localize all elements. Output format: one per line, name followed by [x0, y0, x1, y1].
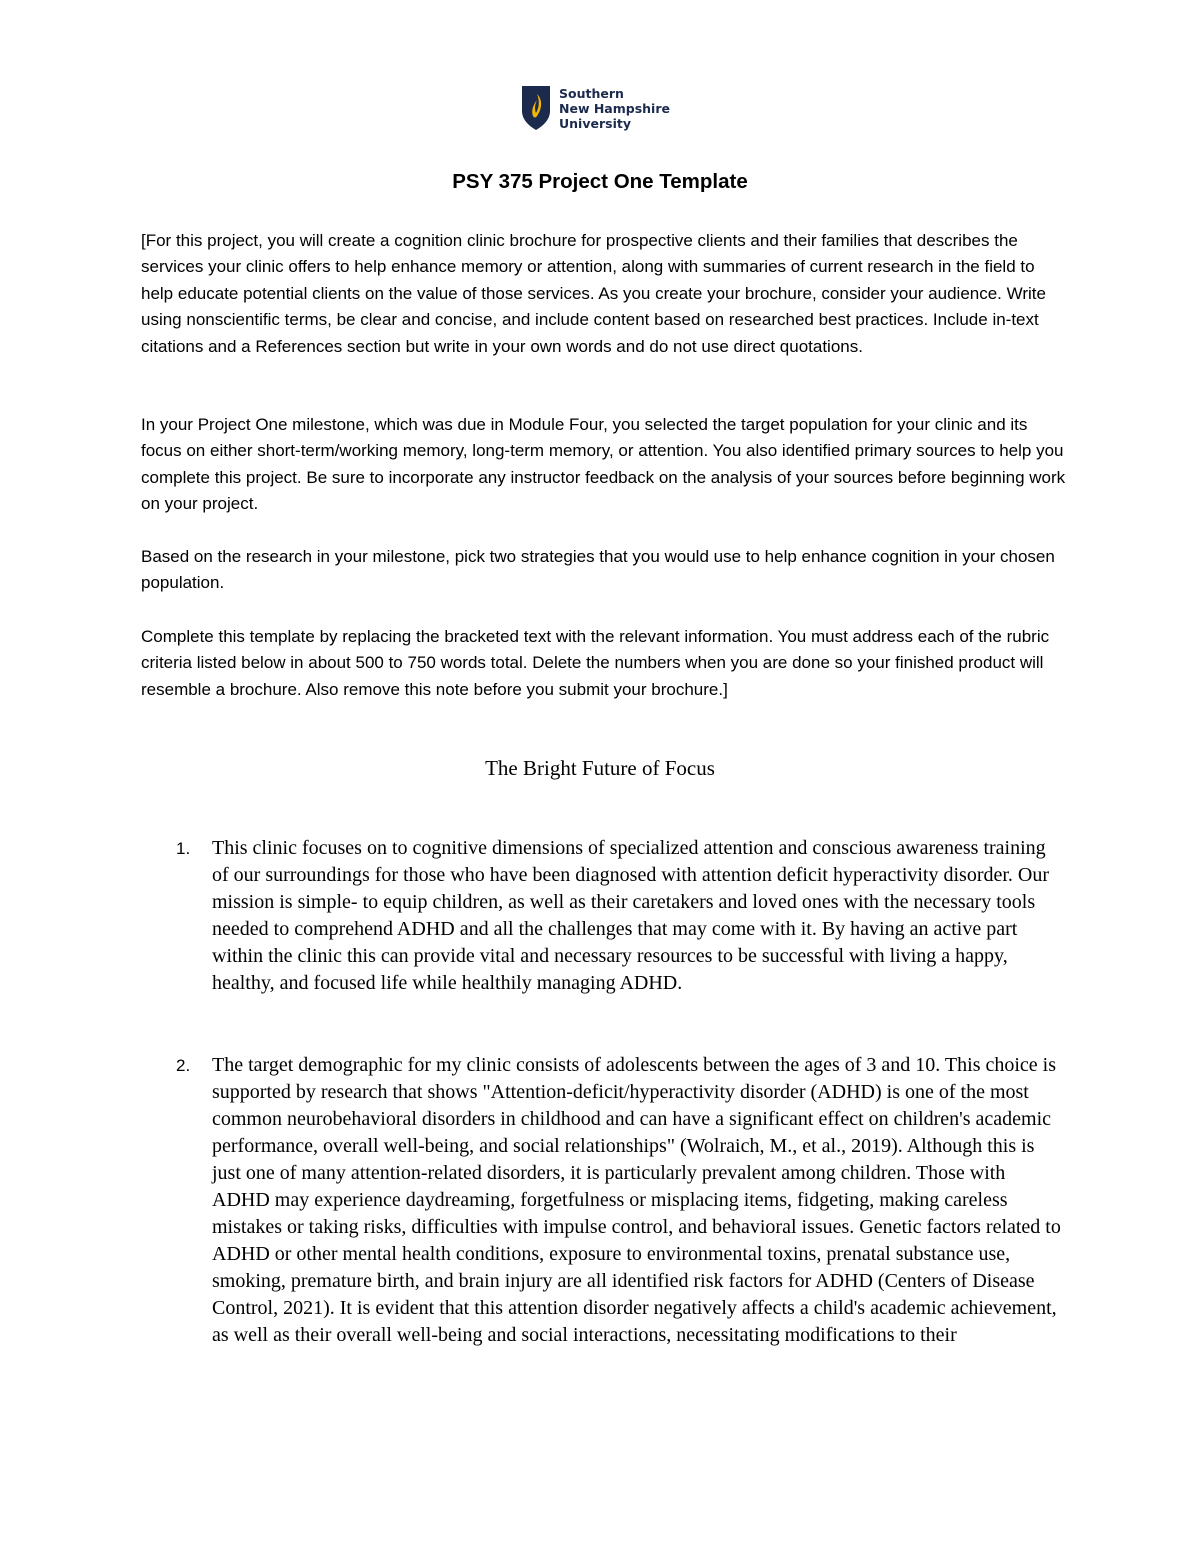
- university-shield-icon: [521, 85, 551, 131]
- list-item: [140, 835, 1070, 997]
- university-logo: [521, 84, 691, 132]
- logo-line-1: Southern: [559, 85, 624, 101]
- logo-line-3: University: [559, 115, 631, 131]
- instruction-paragraph-4: Complete this template by replacing the bracketed text with the relevant information. You must address each of the rubric criteria listed below in about 500 to 750 words total. Delete the numbers when you are done so your finished product will resemble a brochure. Also remove this note before you submit your brochure.]: [141, 627, 1050, 699]
- list-item-number: 1.: [176, 839, 191, 858]
- list-item-number: 2.: [176, 1056, 191, 1075]
- instruction-paragraph-3: Based on the research in your milestone, pick two strategies that you would use to help enhance cognition in your chosen population.: [141, 547, 1055, 593]
- brochure-title: The Bright Future of Focus: [485, 756, 715, 780]
- logo-line-2: New Hampshire: [559, 100, 670, 116]
- list-item-text: The target demographic for my clinic consists of adolescents between the ages of 3 and 10. This choice is supported by research that shows "Attention-deficit/hyperactivity disorder (ADHD) is one of the most common neurobehavioral disorders in childhood and can have a significant effect on children's academic performance, overall well-being, and social relationships" (Wolraich, M., et al., 2019). Although this is just one of many attention-related disorders, it is particularly prevalent among children. Those with ADHD may experience daydreaming, forgetfulness or misplacing items, fidgeting, making careless mistakes or taking risks, difficulties with impulse control, and behavioral issues. Genetic factors related to ADHD or other mental health conditions, exposure to environmental toxins, prenatal substance use, smoking, premature birth, and brain injury are all identified risk factors for ADHD (Centers of Disease Control, 2021). It is evident that this attention disorder negatively affects a child's academic achievement, as well as their overall well-being and social interactions, necessitating modifications to their: [212, 1054, 1061, 1346]
- list-item: [140, 1052, 1070, 1349]
- document-title: PSY 375 Project One Template: [452, 170, 748, 193]
- list-item-text: This clinic focuses on to cognitive dimensions of specialized attention and conscious awareness training of our surroundings for those who have been diagnosed with attention deficit hyperactivity disorder. Our mission is simple- to equip children, as well as their caretakers and loved ones with the necessary tools needed to comprehend ADHD and all the challenges that may come with it. By having an active part within the clinic this can provide vital and necessary resources to be successful with living a happy, healthy, and focused life while healthily managing ADHD.: [212, 837, 1050, 994]
- instruction-paragraph-2: In your Project One milestone, which was due in Module Four, you selected the target population for your clinic and its focus on either short-term/working memory, long-term memory, or attention. You also identified primary sources to help you complete this project. Be sure to incorporate any instructor feedback on the analysis of your sources before beginning work on your project.: [141, 415, 1066, 514]
- university-name: [559, 86, 670, 131]
- instruction-paragraph-1: [For this project, you will create a cognition clinic brochure for prospective clients and their families that describes the services your clinic offers to help enhance memory or attention, along with summaries of current research in the field to help educate potential clients on the value of those services. As you create your brochure, consider your audience. Write using nonscientific terms, be clear and concise, and include content based on researched best practices. Include in-text citations and a References section but write in your own words and do not use direct quotations.: [141, 231, 1046, 356]
